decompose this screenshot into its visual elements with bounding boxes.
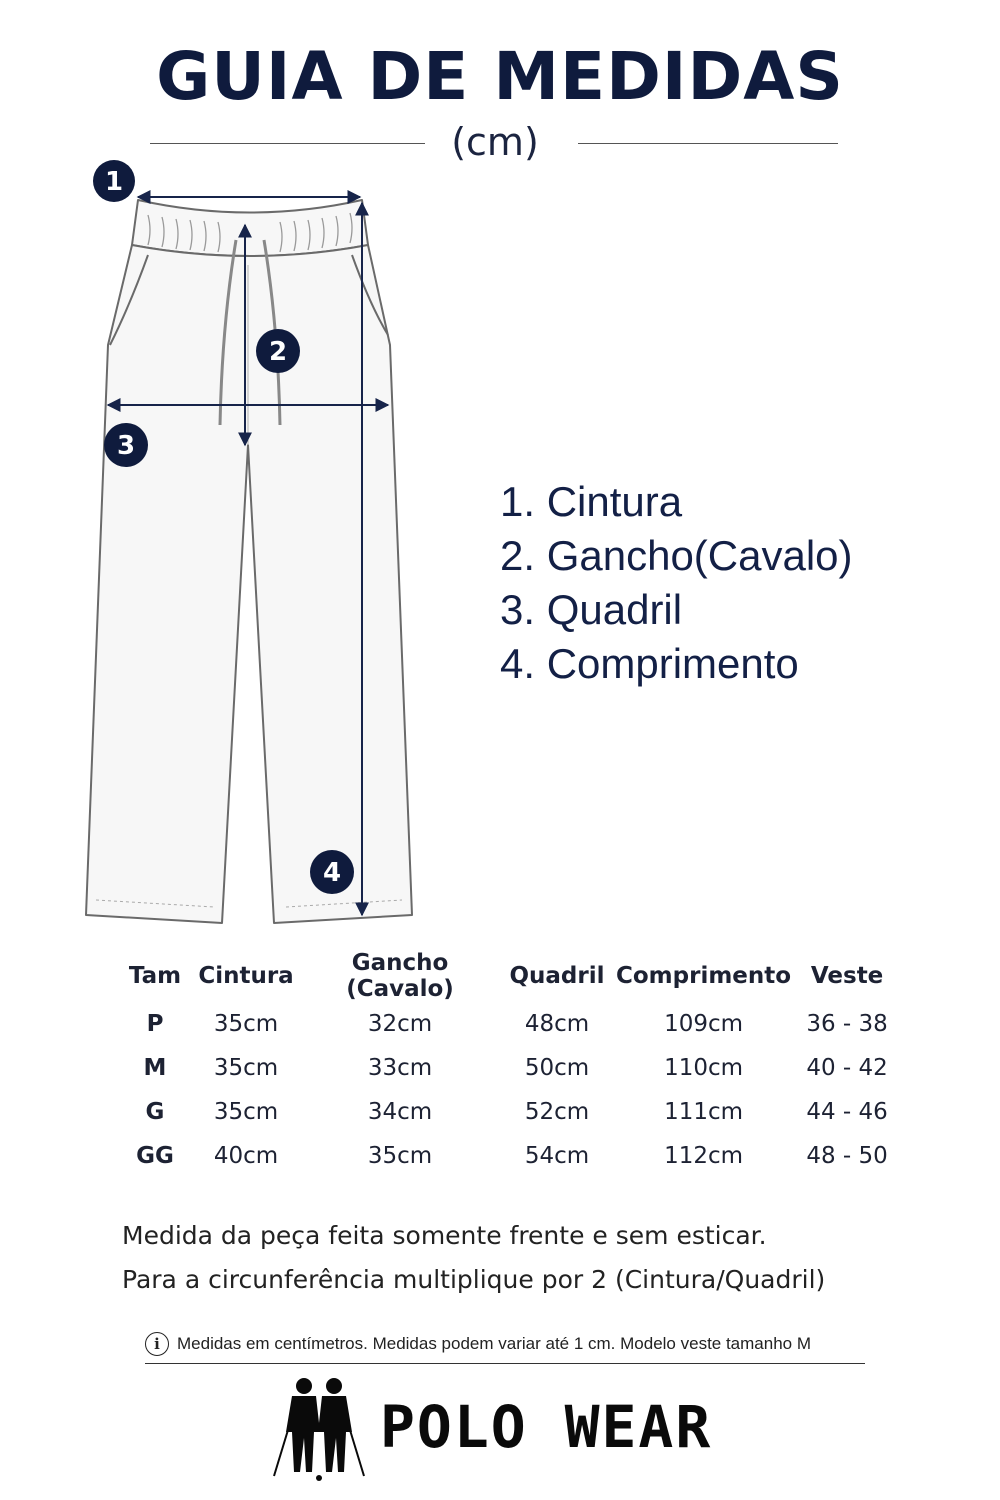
note-line: Medida da peça feita somente frente e sem esticar. (122, 1221, 767, 1250)
cell-waist: 35cm (213, 1055, 279, 1081)
info-icon: i (145, 1332, 169, 1356)
marker-2 (256, 329, 300, 373)
marker-1 (93, 160, 135, 202)
cell-hip: 52cm (524, 1099, 590, 1125)
svg-text:3: 3 (116, 431, 136, 461)
table-row (120, 1134, 903, 1178)
cell-size: G (145, 1099, 165, 1125)
cell-rise: 32cm (367, 1011, 433, 1037)
header-waist: Cintura (198, 963, 294, 989)
cell-size: P (146, 1011, 164, 1037)
cell-hip: 54cm (524, 1143, 590, 1169)
cell-hip: 48cm (524, 1011, 590, 1037)
cell-hip: 50cm (524, 1055, 590, 1081)
cell-waist: 35cm (213, 1099, 279, 1125)
polo-players-icon (270, 1372, 370, 1482)
pants-diagram (80, 155, 440, 935)
info-bar (145, 1325, 865, 1364)
cell-size: M (143, 1055, 167, 1081)
svg-text:1: 1 (104, 167, 124, 197)
measurement-legend (500, 475, 980, 691)
unit-label: (cm) (451, 120, 539, 164)
legend-item-waist: 1. Cintura (500, 478, 683, 525)
cell-rise: 33cm (367, 1055, 433, 1081)
header-rise: Gancho (Cavalo) (346, 950, 454, 1002)
header-size: Tam (128, 963, 182, 989)
legend-item-rise: 2. Gancho(Cavalo) (500, 532, 853, 579)
marker-4 (310, 850, 354, 894)
measurement-notes (122, 1214, 922, 1302)
note-line: Para a circunferência multiplique por 2 (Cintura/Quadril) (122, 1265, 826, 1294)
header-length: Comprimento (616, 963, 792, 989)
info-text: Medidas em centímetros. Medidas podem variar até 1 cm. Modelo veste tamanho M (177, 1334, 812, 1353)
marker-3 (104, 423, 148, 467)
legend-item-hip: 3. Quadril (500, 586, 683, 633)
legend-item-length: 4. Comprimento (500, 640, 799, 687)
table-header-row (120, 950, 903, 1002)
header-hip: Quadril (509, 963, 605, 989)
svg-text:2: 2 (268, 337, 288, 367)
cell-rise: 34cm (367, 1099, 433, 1125)
cell-length: 109cm (664, 1011, 744, 1037)
size-table (120, 950, 903, 1178)
cell-fits: 36 - 38 (806, 1011, 888, 1037)
brand-logo (270, 1372, 750, 1482)
header-fits: Veste (810, 963, 884, 989)
cell-size: GG (136, 1143, 174, 1169)
table-row (120, 1002, 903, 1046)
cell-waist: 35cm (213, 1011, 279, 1037)
cell-fits: 48 - 50 (806, 1143, 888, 1169)
table-row (120, 1090, 903, 1134)
cell-rise: 35cm (367, 1143, 433, 1169)
brand-name: POLO WEAR (380, 1393, 713, 1461)
pants-outline (86, 200, 412, 923)
cell-length: 111cm (664, 1099, 744, 1125)
page-title: GUIA DE MEDIDAS (156, 38, 844, 115)
cell-fits: 40 - 42 (806, 1055, 888, 1081)
cell-length: 112cm (664, 1143, 744, 1169)
table-row (120, 1046, 903, 1090)
cell-waist: 40cm (213, 1143, 279, 1169)
divider-line-right (578, 143, 838, 144)
svg-text:4: 4 (322, 858, 342, 888)
cell-length: 110cm (664, 1055, 744, 1081)
cell-fits: 44 - 46 (806, 1099, 888, 1125)
